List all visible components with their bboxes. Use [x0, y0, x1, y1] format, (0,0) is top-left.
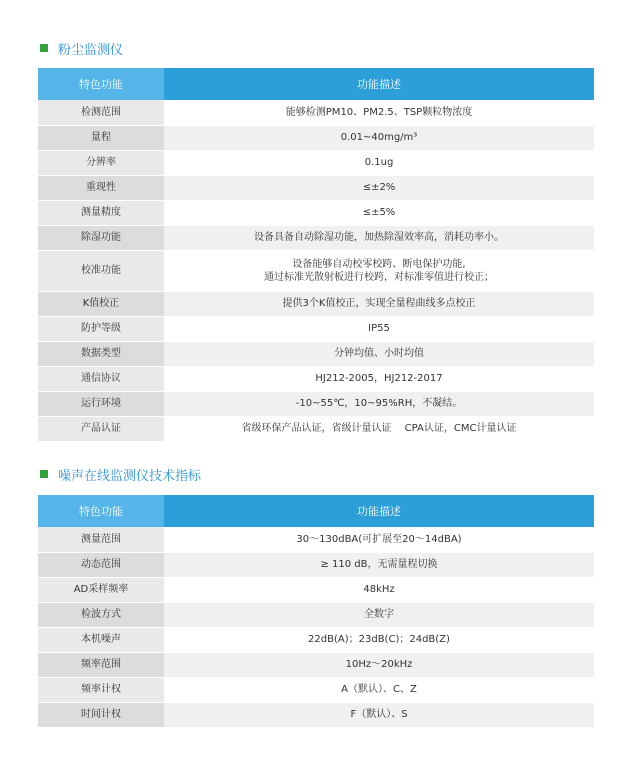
- table-row: [38, 416, 594, 441]
- row-key: AD采样频率: [38, 577, 164, 602]
- row-key: 校准功能: [38, 250, 164, 291]
- row-value: 0.1ug: [164, 150, 594, 175]
- table-row: [38, 627, 594, 652]
- table-row: [38, 577, 594, 602]
- table-row: [38, 125, 594, 150]
- row-value: HJ212-2005，HJ212-2017: [164, 366, 594, 391]
- row-value: 能够检测PM10、PM2.5、TSP颗粒物浓度: [164, 100, 594, 125]
- table-row: [38, 702, 594, 727]
- row-key: 动态范围: [38, 552, 164, 577]
- table-row: [38, 150, 594, 175]
- table-row: [38, 250, 594, 291]
- dust-spec-table: [38, 68, 594, 442]
- row-value: A（默认）、C、Z: [164, 677, 594, 702]
- table-header-row: [38, 495, 594, 527]
- row-value: 48kHz: [164, 577, 594, 602]
- row-value: 0.01~40mg/m³: [164, 125, 594, 150]
- row-key: K值校正: [38, 291, 164, 316]
- table-row: [38, 225, 594, 250]
- header-description: 功能描述: [164, 68, 594, 100]
- row-value: 10Hz～20kHz: [164, 652, 594, 677]
- row-key: 时间计权: [38, 702, 164, 727]
- row-value: ≤±2%: [164, 175, 594, 200]
- header-description: 功能描述: [164, 495, 594, 527]
- table-row: [38, 652, 594, 677]
- row-key: 防护等级: [38, 316, 164, 341]
- row-value: 提供3个K值校正，实现全量程曲线多点校正: [164, 291, 594, 316]
- green-square-icon: [40, 44, 48, 52]
- header-feature: 特色功能: [38, 68, 164, 100]
- row-value: 22dB(A)；23dB(C)；24dB(Z): [164, 627, 594, 652]
- row-key: 通信协议: [38, 366, 164, 391]
- dust-section-title: 粉尘监测仪: [58, 42, 124, 58]
- row-value: ≥ 110 dB，无需量程切换: [164, 552, 594, 577]
- dust-monitor-section: [0, 36, 638, 434]
- row-value: F（默认）、S: [164, 702, 594, 727]
- noise-section-title: 噪声在线监测仪技术指标: [58, 468, 202, 484]
- table-row: [38, 552, 594, 577]
- table-row: [38, 602, 594, 627]
- table-row: [38, 341, 594, 366]
- row-value: ≤±5%: [164, 200, 594, 225]
- row-key: 运行环境: [38, 391, 164, 416]
- row-key: 本机噪声: [38, 627, 164, 652]
- row-value: 30～130dBA(可扩展至20～14dBA): [164, 527, 594, 552]
- noise-section-heading: [40, 462, 638, 486]
- row-key: 除湿功能: [38, 225, 164, 250]
- table-row: [38, 677, 594, 702]
- row-value: 设备具备自动除湿功能，加热除湿效率高，消耗功率小。: [164, 225, 594, 250]
- row-key: 测量精度: [38, 200, 164, 225]
- row-key: 测量范围: [38, 527, 164, 552]
- row-key: 频率计权: [38, 677, 164, 702]
- noise-monitor-section: [0, 462, 638, 720]
- row-key: 检波方式: [38, 602, 164, 627]
- row-key: 分辨率: [38, 150, 164, 175]
- table-row: [38, 100, 594, 125]
- table-row: [38, 200, 594, 225]
- row-value: -10~55℃，10~95%RH，不凝结。: [164, 391, 594, 416]
- row-key: 重现性: [38, 175, 164, 200]
- table-header-row: [38, 68, 594, 100]
- row-value-line-1: 设备能够自动校零校跨、断电保护功能,: [292, 258, 466, 270]
- row-value: 分钟均值、小时均值: [164, 341, 594, 366]
- noise-spec-table: [38, 495, 594, 728]
- row-key: 量程: [38, 125, 164, 150]
- row-key: 产品认证: [38, 416, 164, 441]
- row-value-line-2: 通过标准光散射板进行校跨，对标准零值进行校正；: [264, 271, 494, 283]
- green-square-icon: [40, 470, 48, 478]
- table-row: [38, 366, 594, 391]
- table-row: [38, 391, 594, 416]
- row-key: 频率范围: [38, 652, 164, 677]
- table-row: [38, 316, 594, 341]
- row-value-multiline: [164, 250, 594, 291]
- row-key: 数据类型: [38, 341, 164, 366]
- row-value: IP55: [164, 316, 594, 341]
- row-value: 全数字: [164, 602, 594, 627]
- row-value: 省级环保产品认证，省级计量认证 CPA认证，CMC计量认证: [164, 416, 594, 441]
- row-key: 检测范围: [38, 100, 164, 125]
- table-row: [38, 291, 594, 316]
- dust-section-heading: [40, 36, 638, 60]
- table-row: [38, 175, 594, 200]
- table-row: [38, 527, 594, 552]
- header-feature: 特色功能: [38, 495, 164, 527]
